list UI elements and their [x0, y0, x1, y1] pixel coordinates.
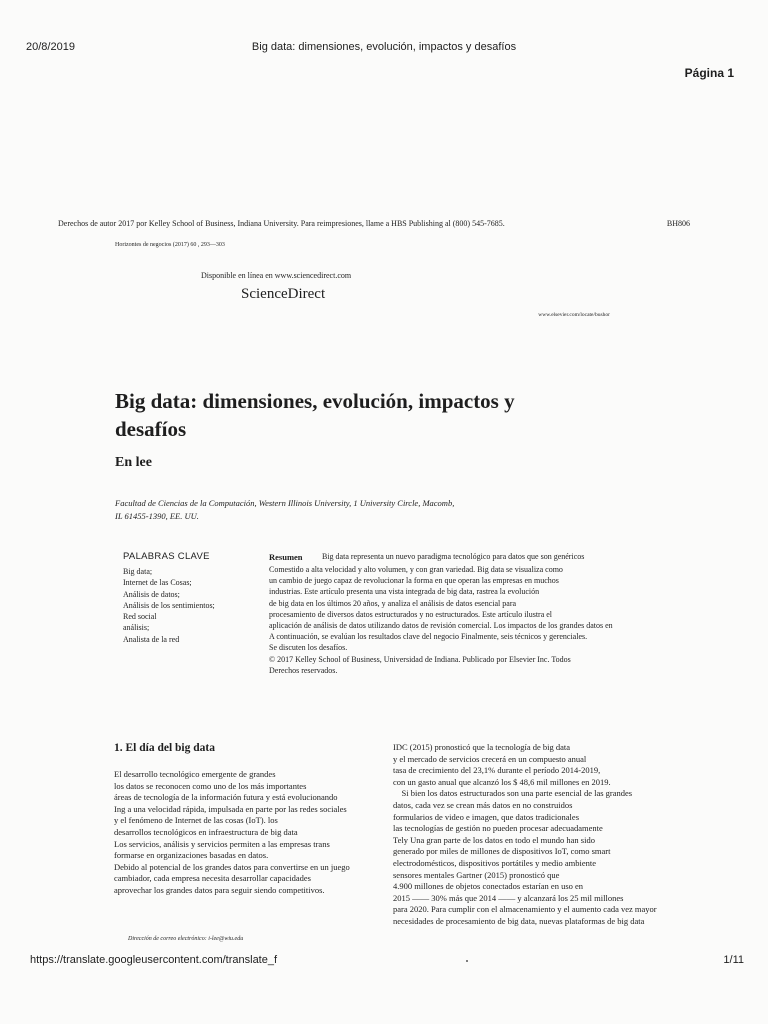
body-line: 2015 —— 30% más que 2014 —— y alcanzará los 25 mil millones — [393, 892, 624, 903]
abstract-line: Comestido a alta velocidad y alto volumen, y con gran variedad. Big data se visualiza como — [269, 565, 563, 574]
body-line: formularios de video e imagen, que datos tradicionales — [393, 811, 579, 822]
body-line: los datos se reconocen como uno de los más importantes — [114, 780, 307, 791]
body-line: las tecnologías de gestión no pueden procesar adecuadamente — [393, 823, 603, 834]
body-line: cambiador, cada empresa necesita desarrollar capacidades — [114, 873, 311, 884]
body-line: formarse en organizaciones basadas en datos. — [114, 850, 269, 861]
print-date: 20/8/2019 — [26, 41, 75, 53]
abstract-line: © 2017 Kelley School of Business, Universidad de Indiana. Publicado por Elsevier Inc. Todos — [269, 654, 571, 664]
keyword: Analista de la red — [123, 634, 180, 644]
document-code: BH806 — [666, 219, 690, 228]
footer-page-number: 1/11 — [723, 954, 744, 966]
author: En lee — [115, 455, 152, 470]
body-line: 4.900 millones de objetos conectados estarían en uso en — [393, 881, 584, 892]
abstract-body — [269, 564, 613, 676]
body-line: sensores mentales Gartner (2015) pronosticó que — [393, 869, 560, 880]
section-heading: 1. El día del big data — [114, 742, 215, 754]
abstract-line: un cambio de juego capaz de revolucionar la forma en que operan las empresas en muchos — [269, 576, 559, 586]
abstract-line: Se discuten los desafíos. — [269, 643, 348, 653]
body-line: áreas de tecnología de la información futura y está evolucionando — [114, 792, 338, 803]
keyword: Internet de las Cosas; — [123, 578, 192, 588]
body-line: para 2020. Para cumplir con el almacenamiento y el aumento cada vez mayor — [393, 904, 657, 915]
abstract-heading: Resumen — [269, 552, 303, 562]
body-line: Ing a una velocidad rápida, impulsada en parte por las redes sociales — [114, 803, 347, 814]
article-title-line: Big data: dimensiones, evolución, impactos y — [115, 389, 515, 413]
body-line: con un gasto anual que alcanzó los $ 48,6 mil millones en 2019. — [393, 776, 611, 787]
body-line: generado por miles de millones de dispositivos IoT, como smart — [393, 846, 611, 857]
body-line: electrodomésticos, dispositivos portátiles y medio ambiente — [393, 857, 597, 868]
article-title — [115, 387, 515, 443]
page-label: Página 1 — [684, 66, 734, 80]
journal-reference: Horizontes de negocios (2017) 60 , 293—303 — [115, 242, 225, 248]
available-online: Disponible en línea en www.sciencedirect.com — [201, 271, 352, 280]
abstract-line: de big data en los últimos 20 años, y analiza el análisis de datos esencial para — [269, 598, 517, 608]
keyword: análisis; — [123, 623, 150, 633]
abstract-first-line: Big data representa un nuevo paradigma tecnológico para datos que son genéricos — [322, 552, 585, 561]
affiliation-line: Facultad de Ciencias de la Computación, Western Illinois University, 1 University Circle, Macomb, — [115, 498, 455, 508]
keywords-list — [123, 566, 215, 645]
keyword: Análisis de los sentimientos; — [123, 600, 215, 610]
email-footnote: Dirección de correo electrónico: i-lee@wiu.edu — [128, 936, 244, 942]
abstract-line: A continuación, se evalúan los resultados clave del negocio Finalmente, seis técnicos y gerenciales. — [269, 632, 588, 642]
body-line: desarrollos tecnológicos en infraestructura de big data — [114, 826, 298, 837]
body-line: necesidades de procesamiento de big data, nuevas plataformas de big data — [393, 915, 645, 926]
affiliation-line: IL 61455-1390, EE. UU. — [115, 511, 199, 521]
keyword: Big data; — [123, 567, 153, 576]
abstract-line: industrias. Este artículo presenta una vista integrada de big data, rastrea la evolución — [269, 587, 540, 597]
scan-speck — [466, 960, 468, 962]
body-line: tasa de crecimiento del 23,1% durante el período 2014-2019, — [393, 765, 601, 776]
keyword: Análisis de datos; — [123, 589, 180, 599]
elsevier-url: www.elsevier.com/locate/bushor — [538, 312, 610, 318]
abstract-line: procesamiento de diversos datos estructurados y no estructurados. Este artículo ilustra el — [269, 609, 553, 619]
print-header-title: Big data: dimensiones, evolución, impactos y desafíos — [251, 41, 517, 53]
body-line: Los servicios, análisis y servicios permiten a las empresas trans — [114, 838, 330, 849]
body-line: y el fenómeno de Internet de las cosas (IoT). los — [114, 815, 278, 826]
sciencedirect-logo-text: ScienceDirect — [241, 286, 326, 302]
keywords-heading: PALABRAS CLAVE — [123, 551, 210, 562]
body-line: y el mercado de servicios crecerá en un compuesto anual — [393, 753, 587, 764]
right-column — [393, 742, 657, 928]
article-title-line: desafíos — [115, 417, 187, 441]
footer-url[interactable]: https://translate.googleusercontent.com/translate_f — [30, 954, 278, 966]
body-line: datos, cada vez se crean más datos en no construidos — [393, 799, 573, 810]
keyword: Red social — [123, 612, 157, 622]
body-line: Tely Una gran parte de los datos en todo el mundo han sido — [393, 834, 595, 845]
affiliation — [115, 497, 454, 523]
body-line: Debido al potencial de los grandes datos para convertirse en un juego — [114, 861, 350, 872]
copyright-line: Derechos de autor 2017 por Kelley School of Business, Indiana University. Para reimpresiones, llame a HBS Publishing al (800) 545-7685. — [58, 219, 505, 228]
abstract-line: Derechos reservados. — [269, 665, 338, 675]
abstract-line: aplicación de análisis de datos utilizando datos de revisión comercial. Los impactos de los grandes datos en — [269, 621, 613, 631]
left-column — [114, 769, 350, 897]
body-line: IDC (2015) pronosticó que la tecnología de big data — [393, 742, 571, 752]
body-line: aprovechar los grandes datos para seguir siendo competitivos. — [114, 884, 325, 895]
body-line: Si bien los datos estructurados son una parte esencial de las grandes — [393, 788, 633, 799]
body-line: El desarrollo tecnológico emergente de grandes — [114, 769, 276, 779]
